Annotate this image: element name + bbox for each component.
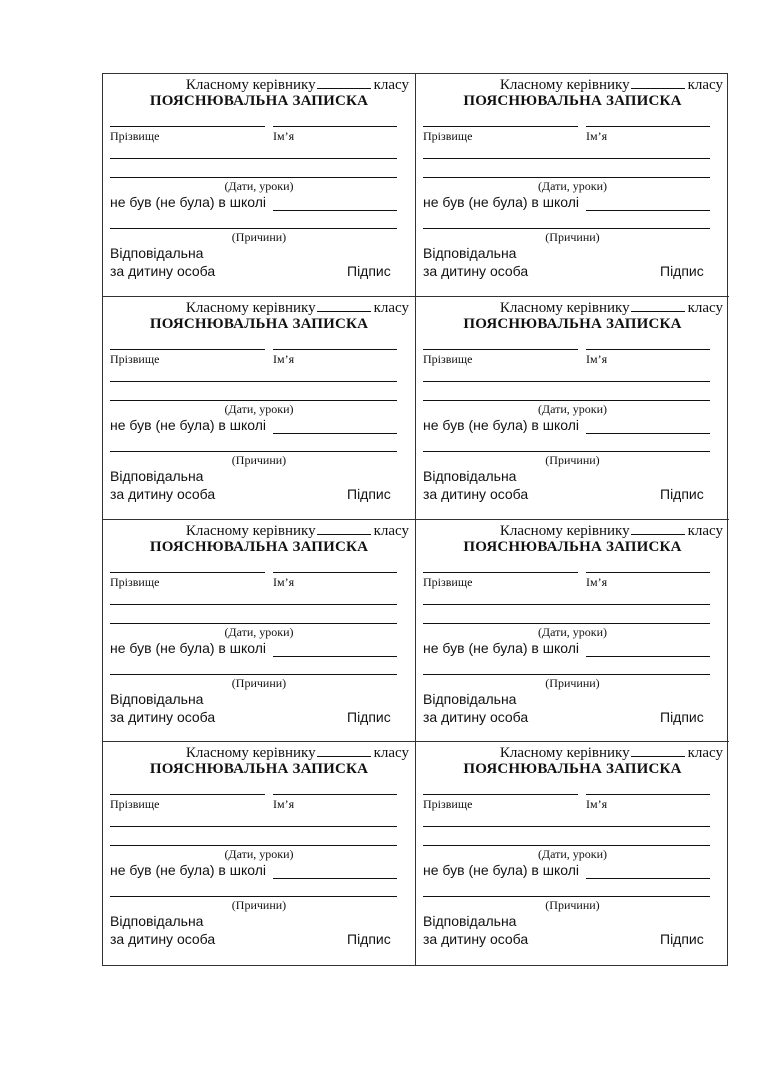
name-field-line[interactable]	[273, 794, 397, 795]
explanatory-note-card-1	[103, 74, 416, 297]
name-field-line[interactable]	[273, 126, 397, 127]
surname-label: Прізвище	[423, 129, 473, 143]
dates-hint: (Дати, уроки)	[537, 401, 608, 416]
note-title: ПОЯСНЮВАЛЬНА ЗАПИСКА	[149, 315, 369, 332]
to-teacher-suffix: класу	[687, 299, 723, 316]
dates-line-1[interactable]	[423, 826, 710, 827]
absence-field-line[interactable]	[586, 433, 710, 434]
reasons-hint: (Причини)	[231, 675, 287, 690]
signature-label: Підпис	[660, 263, 704, 279]
responsible-line-1: Відповідальна	[423, 467, 517, 484]
explanatory-note-card-3	[103, 297, 416, 520]
surname-field-line[interactable]	[110, 794, 265, 795]
reasons-hint: (Причини)	[545, 898, 600, 913]
responsible-line-1: Відповідальна	[423, 913, 517, 930]
reasons-line[interactable]	[423, 451, 710, 452]
responsible-line-1: Відповідальна	[110, 467, 204, 484]
name-field-line[interactable]	[586, 349, 710, 350]
surname-field-line[interactable]	[110, 572, 265, 573]
responsible-line-1: Відповідальна	[110, 245, 204, 261]
surname-label: Прізвище	[110, 351, 160, 366]
reasons-line[interactable]	[423, 674, 710, 675]
class-blank[interactable]	[317, 744, 371, 757]
responsible-line-1: Відповідальна	[423, 690, 517, 707]
explanatory-note-card-7	[103, 742, 416, 965]
responsible-line-1: Відповідальна	[110, 913, 204, 930]
name-label: Ім’я	[273, 351, 295, 366]
name-field-line[interactable]	[586, 126, 710, 127]
name-label: Ім’я	[273, 129, 295, 143]
dates-line-2[interactable]	[423, 623, 710, 624]
surname-field-line[interactable]	[110, 126, 265, 127]
surname-field-line[interactable]	[423, 794, 578, 795]
dates-hint: (Дати, уроки)	[224, 401, 294, 416]
absence-field-line[interactable]	[586, 656, 710, 657]
dates-hint: (Дати, уроки)	[537, 179, 608, 193]
surname-label: Прізвище	[423, 574, 473, 589]
name-label: Ім’я	[586, 351, 608, 366]
reasons-line[interactable]	[110, 451, 397, 452]
explanatory-notes-sheet	[102, 73, 728, 966]
absent-text: не був (не була) в школі	[110, 194, 267, 210]
responsible-line-2: за дитину особа	[423, 485, 529, 502]
reasons-line[interactable]	[423, 228, 710, 229]
reasons-hint: (Причини)	[231, 898, 287, 913]
dates-line-1[interactable]	[423, 604, 710, 605]
to-teacher-suffix: класу	[687, 745, 723, 762]
surname-label: Прізвище	[110, 574, 160, 589]
dates-line-2[interactable]	[110, 845, 397, 846]
dates-line-2[interactable]	[423, 177, 710, 178]
explanatory-note-card-4	[416, 297, 729, 520]
responsible-line-2: за дитину особа	[110, 931, 216, 948]
responsible-line-2: за дитину особа	[423, 931, 529, 948]
name-label: Ім’я	[586, 797, 608, 812]
explanatory-note-card-6	[416, 520, 729, 743]
responsible-line-1: Відповідальна	[423, 245, 517, 261]
name-label: Ім’я	[273, 797, 295, 812]
class-blank[interactable]	[631, 744, 685, 757]
absent-text: не був (не була) в школі	[423, 639, 580, 656]
reasons-line[interactable]	[110, 228, 397, 229]
to-teacher-prefix: Класному керівнику	[185, 299, 316, 316]
absence-field-line[interactable]	[586, 210, 710, 211]
surname-label: Прізвище	[110, 797, 160, 812]
dates-line-2[interactable]	[423, 400, 710, 401]
dates-hint: (Дати, уроки)	[537, 847, 608, 862]
reasons-hint: (Причини)	[231, 230, 287, 244]
responsible-line-2: за дитину особа	[423, 708, 529, 725]
to-teacher-suffix: класу	[373, 522, 409, 539]
to-teacher-suffix: класу	[373, 77, 409, 93]
surname-field-line[interactable]	[423, 572, 578, 573]
surname-label: Прізвище	[423, 797, 473, 812]
to-teacher-prefix: Класному керівнику	[499, 522, 630, 539]
absent-text: не був (не була) в школі	[110, 639, 267, 656]
dates-line-2[interactable]	[110, 623, 397, 624]
class-blank[interactable]	[317, 299, 371, 312]
dates-line-1[interactable]	[423, 381, 710, 382]
dates-hint: (Дати, уроки)	[224, 624, 294, 639]
reasons-line[interactable]	[110, 674, 397, 675]
responsible-line-2: за дитину особа	[423, 263, 529, 279]
dates-hint: (Дати, уроки)	[224, 179, 294, 193]
note-title: ПОЯСНЮВАЛЬНА ЗАПИСКА	[463, 538, 682, 555]
signature-label: Підпис	[347, 485, 391, 502]
class-blank[interactable]	[317, 76, 371, 89]
responsible-line-2: за дитину особа	[110, 708, 216, 725]
name-label: Ім’я	[586, 129, 608, 143]
surname-field-line[interactable]	[423, 126, 578, 127]
dates-line-1[interactable]	[110, 604, 397, 605]
name-field-line[interactable]	[273, 349, 397, 350]
surname-label: Прізвище	[110, 129, 160, 143]
absence-field-line[interactable]	[273, 656, 397, 657]
reasons-hint: (Причини)	[545, 452, 600, 467]
responsible-line-1: Відповідальна	[110, 690, 204, 707]
to-teacher-suffix: класу	[687, 77, 723, 93]
class-blank[interactable]	[317, 522, 371, 535]
dates-line-1[interactable]	[110, 826, 397, 827]
name-field-line[interactable]	[586, 794, 710, 795]
absent-text: не був (не була) в школі	[423, 862, 580, 879]
absence-field-line[interactable]	[273, 433, 397, 434]
note-title: ПОЯСНЮВАЛЬНА ЗАПИСКА	[463, 93, 682, 109]
dates-line-2[interactable]	[110, 400, 397, 401]
to-teacher-suffix: класу	[687, 522, 723, 539]
dates-hint: (Дати, уроки)	[537, 624, 608, 639]
note-title: ПОЯСНЮВАЛЬНА ЗАПИСКА	[463, 315, 682, 332]
reasons-line[interactable]	[110, 896, 397, 897]
to-teacher-prefix: Класному керівнику	[499, 299, 630, 316]
absent-text: не був (не була) в школі	[423, 194, 580, 210]
signature-label: Підпис	[347, 263, 391, 279]
surname-field-line[interactable]	[423, 349, 578, 350]
surname-label: Прізвище	[423, 351, 473, 366]
reasons-hint: (Причини)	[231, 452, 287, 467]
signature-label: Підпис	[660, 485, 704, 502]
to-teacher-suffix: класу	[373, 299, 409, 316]
signature-label: Підпис	[347, 931, 391, 948]
class-blank[interactable]	[631, 522, 685, 535]
surname-field-line[interactable]	[110, 349, 265, 350]
responsible-line-2: за дитину особа	[110, 263, 216, 279]
absent-text: не був (не була) в школі	[423, 416, 580, 433]
reasons-line[interactable]	[423, 896, 710, 897]
name-field-line[interactable]	[586, 572, 710, 573]
signature-label: Підпис	[347, 708, 391, 725]
absent-text: не був (не була) в школі	[110, 416, 267, 433]
to-teacher-prefix: Класному керівнику	[185, 522, 316, 539]
name-label: Ім’я	[273, 574, 295, 589]
absence-field-line[interactable]	[273, 210, 397, 211]
absence-field-line[interactable]	[273, 878, 397, 879]
note-title: ПОЯСНЮВАЛЬНА ЗАПИСКА	[149, 93, 369, 109]
dates-line-1[interactable]	[110, 158, 397, 159]
class-blank[interactable]	[631, 299, 685, 312]
signature-label: Підпис	[660, 931, 704, 948]
note-title: ПОЯСНЮВАЛЬНА ЗАПИСКА	[463, 761, 682, 778]
to-teacher-prefix: Класному керівнику	[499, 745, 630, 762]
explanatory-note-card-8	[416, 742, 729, 965]
explanatory-note-card-2	[416, 74, 729, 297]
to-teacher-suffix: класу	[373, 745, 409, 762]
reasons-hint: (Причини)	[545, 675, 600, 690]
note-title: ПОЯСНЮВАЛЬНА ЗАПИСКА	[149, 761, 369, 778]
dates-line-1[interactable]	[423, 158, 710, 159]
reasons-hint: (Причини)	[545, 230, 600, 244]
dates-hint: (Дати, уроки)	[224, 847, 294, 862]
note-title: ПОЯСНЮВАЛЬНА ЗАПИСКА	[149, 538, 369, 555]
absence-field-line[interactable]	[586, 878, 710, 879]
explanatory-note-card-5	[103, 520, 416, 743]
responsible-line-2: за дитину особа	[110, 485, 216, 502]
dates-line-1[interactable]	[110, 381, 397, 382]
to-teacher-prefix: Класному керівнику	[185, 745, 316, 762]
signature-label: Підпис	[660, 708, 704, 725]
to-teacher-prefix: Класному керівнику	[185, 77, 316, 93]
to-teacher-prefix: Класному керівнику	[499, 77, 630, 93]
absent-text: не був (не була) в школі	[110, 862, 267, 879]
dates-line-2[interactable]	[110, 177, 397, 178]
name-field-line[interactable]	[273, 572, 397, 573]
class-blank[interactable]	[631, 76, 685, 89]
dates-line-2[interactable]	[423, 845, 710, 846]
name-label: Ім’я	[586, 574, 608, 589]
